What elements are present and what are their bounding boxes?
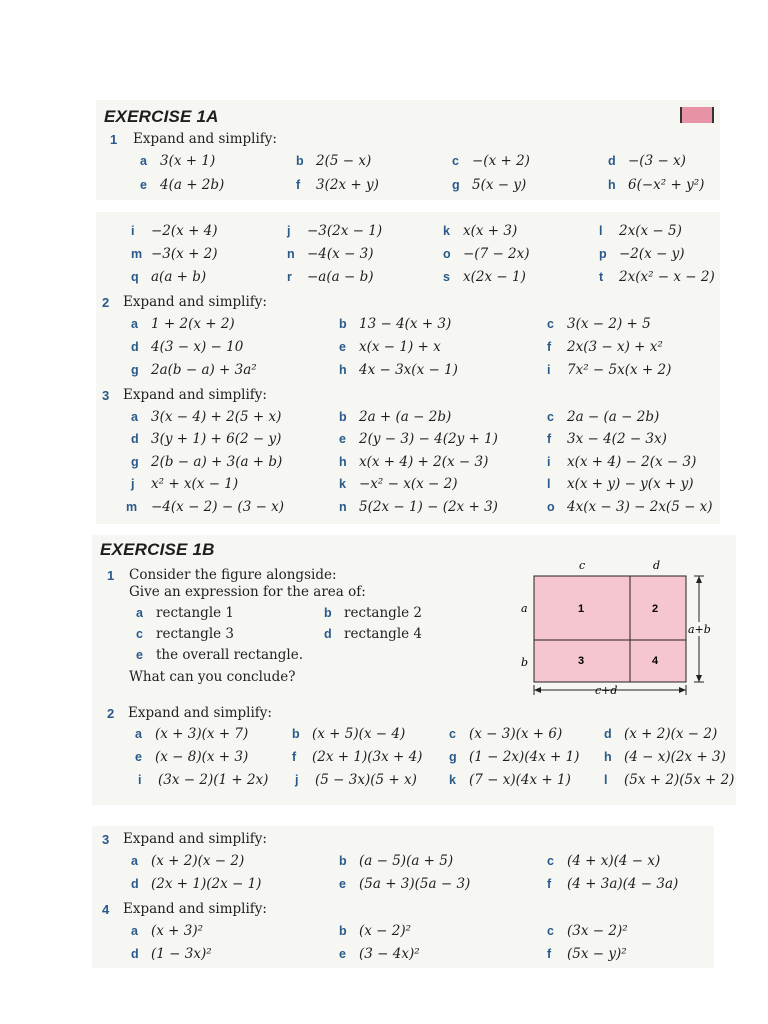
arrow-up-icon <box>696 576 702 583</box>
list-item: i 7x² − 5x(x + 2) <box>547 362 672 378</box>
list-item: k x(x + 3) <box>443 223 518 239</box>
list-item: j −3(2x − 1) <box>287 223 383 239</box>
arrow-right-icon <box>679 687 686 693</box>
list-item: e 4(a + 2b) <box>140 177 225 193</box>
page-tab-marker <box>680 107 714 123</box>
list-item: i −2(x + 4) <box>131 223 218 239</box>
list-item: h 6(−x² + y²) <box>608 177 705 193</box>
label-a: a <box>521 602 528 615</box>
list-item: j x² + x(x − 1) <box>131 476 239 492</box>
list-item: r −a(a − b) <box>287 269 374 285</box>
list-item: g (1 − 2x)(4x + 1) <box>449 749 580 765</box>
q4b-number: 4 <box>102 902 110 917</box>
list-item: k (7 − x)(4x + 1) <box>449 772 571 788</box>
list-item: g 2a(b − a) + 3a² <box>131 362 257 378</box>
list-item: b rectangle 2 <box>324 605 423 621</box>
list-item: c 2a − (a − 2b) <box>547 409 660 425</box>
list-item: t 2x(x² − x − 2) <box>599 269 715 285</box>
list-item: l x(x + y) − y(x + y) <box>547 476 694 492</box>
list-item: g 5(x − y) <box>452 177 527 193</box>
arrow-left-icon <box>534 687 541 693</box>
q3a-instruction: Expand and simplify: <box>123 387 267 403</box>
list-item: a rectangle 1 <box>136 605 235 621</box>
list-item: b 2(5 − x) <box>296 153 372 169</box>
list-item: a (x + 3)² <box>131 923 204 939</box>
list-item: g 2(b − a) + 3(a + b) <box>131 454 283 470</box>
list-item: i x(x + 4) − 2(x − 3) <box>547 454 697 470</box>
list-item: a 1 + 2(x + 2) <box>131 316 235 332</box>
list-item: n 5(2x − 1) − (2x + 3) <box>339 499 498 515</box>
list-item: b (x − 2)² <box>339 923 412 939</box>
list-item: a 3(x + 1) <box>140 153 216 169</box>
overall-rectangle <box>534 576 686 682</box>
q3b-number: 3 <box>102 832 110 847</box>
list-item: f (4 + 3a)(4 − 3a) <box>547 876 679 892</box>
q1b-conclude: What can you conclude? <box>129 669 296 685</box>
list-item: c rectangle 3 <box>136 626 235 642</box>
list-item: k −x² − x(x − 2) <box>339 476 458 492</box>
list-item: b (x + 5)(x − 4) <box>292 726 406 742</box>
list-item: d 3(y + 1) + 6(2 − y) <box>131 431 282 447</box>
list-item: b 2a + (a − 2b) <box>339 409 452 425</box>
label-c-plus-d: c+d <box>595 684 618 697</box>
list-item: o −(7 − 2x) <box>443 246 530 262</box>
rect-2-label: 2 <box>652 603 659 615</box>
q2a-instruction: Expand and simplify: <box>123 294 267 310</box>
rect-4-label: 4 <box>652 655 659 667</box>
list-item: m −3(x + 2) <box>131 246 218 262</box>
list-item: e the overall rectangle. <box>136 647 303 663</box>
rect-1-label: 1 <box>578 603 585 615</box>
label-b: b <box>521 656 529 669</box>
list-item: d 4(3 − x) − 10 <box>131 339 244 355</box>
list-item: e (5a + 3)(5a − 3) <box>339 876 471 892</box>
list-item: h 4x − 3x(x − 1) <box>339 362 458 378</box>
list-item: b (a − 5)(a + 5) <box>339 853 454 869</box>
q2b-number: 2 <box>107 706 115 721</box>
list-item: d −(3 − x) <box>608 153 686 169</box>
list-item: h (4 − x)(2x + 3) <box>604 749 726 765</box>
list-item: f (2x + 1)(3x + 4) <box>292 749 423 765</box>
rectangle-figure <box>516 556 726 700</box>
list-item: c 3(x − 2) + 5 <box>547 316 651 332</box>
list-item: b 13 − 4(x + 3) <box>339 316 452 332</box>
list-item: f 3x − 4(2 − 3x) <box>547 431 667 447</box>
list-item: n −4(x − 3) <box>287 246 374 262</box>
list-item: q a(a + b) <box>131 269 207 285</box>
list-item: j (5 − 3x)(5 + x) <box>295 772 417 788</box>
list-item: c −(x + 2) <box>452 153 530 169</box>
q2b-instruction: Expand and simplify: <box>128 705 272 721</box>
list-item: e (3 − 4x)² <box>339 946 420 962</box>
q1b-line1: Consider the figure alongside: <box>129 567 337 583</box>
list-item: e x(x − 1) + x <box>339 339 441 355</box>
q1b-number: 1 <box>107 568 115 583</box>
list-item: h x(x + 4) + 2(x − 3) <box>339 454 489 470</box>
q2a-number: 2 <box>102 295 110 310</box>
list-item: f (5x − y)² <box>547 946 627 962</box>
list-item: c (x − 3)(x + 6) <box>449 726 563 742</box>
list-item: f 3(2x + y) <box>296 177 379 193</box>
list-item: c (3x − 2)² <box>547 923 628 939</box>
list-item: d (1 − 3x)² <box>131 946 212 962</box>
q3b-instruction: Expand and simplify: <box>123 831 267 847</box>
label-a-plus-b: a+b <box>688 623 711 636</box>
list-item: d rectangle 4 <box>324 626 423 642</box>
q4b-instruction: Expand and simplify: <box>123 901 267 917</box>
arrow-down-icon <box>696 675 702 682</box>
list-item: c (4 + x)(4 − x) <box>547 853 661 869</box>
list-item: d (2x + 1)(2x − 1) <box>131 876 262 892</box>
list-item: l (5x + 2)(5x + 2) <box>604 772 735 788</box>
list-item: a (x + 2)(x − 2) <box>131 853 245 869</box>
exercise-1a-title: EXERCISE 1A <box>104 107 219 126</box>
label-c: c <box>579 559 586 572</box>
rect-3-label: 3 <box>578 655 585 667</box>
list-item: e 2(y − 3) − 4(2y + 1) <box>339 431 498 447</box>
list-item: m −4(x − 2) − (3 − x) <box>126 499 285 515</box>
list-item: s x(2x − 1) <box>443 269 526 285</box>
list-item: o 4x(x − 3) − 2x(5 − x) <box>547 499 713 515</box>
list-item: e (x − 8)(x + 3) <box>135 749 249 765</box>
q3a-number: 3 <box>102 388 110 403</box>
q1a-instruction: Expand and simplify: <box>133 131 277 147</box>
list-item: i (3x − 2)(1 + 2x) <box>138 772 269 788</box>
list-item: a 3(x − 4) + 2(5 + x) <box>131 409 282 425</box>
list-item: p −2(x − y) <box>599 246 685 262</box>
list-item: l 2x(x − 5) <box>599 223 682 239</box>
list-item: a (x + 3)(x + 7) <box>135 726 249 742</box>
q1b-line2: Give an expression for the area of: <box>129 584 366 600</box>
label-d: d <box>653 559 661 572</box>
q1a-number: 1 <box>110 132 118 147</box>
list-item: d (x + 2)(x − 2) <box>604 726 718 742</box>
exercise-1b-title: EXERCISE 1B <box>100 540 215 559</box>
list-item: f 2x(3 − x) + x² <box>547 339 663 355</box>
